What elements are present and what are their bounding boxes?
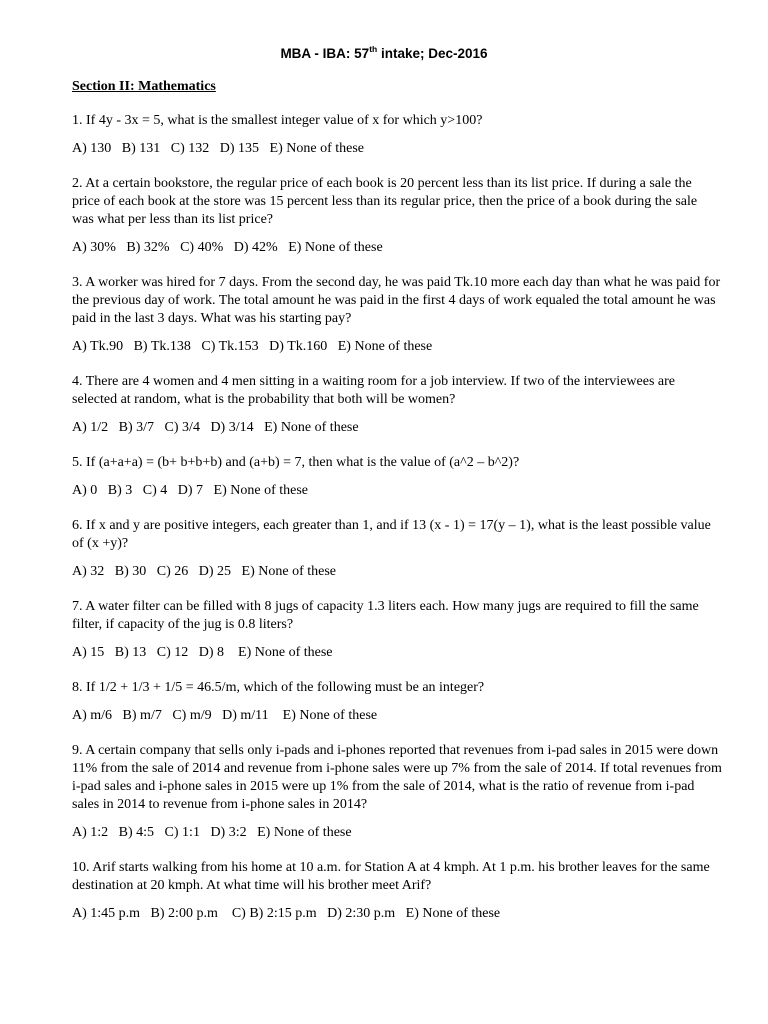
question-stem: 5. If (a+a+a) = (b+ b+b+b) and (a+b) = 7, then what is the value of (a^2 – b^2)?: [72, 455, 520, 470]
question-stem: 9. A certain company that sells only i-pads and i-phones reported that revenues from i-pad sales in 2015 were down 11% from the sale of 2014 and revenue from i-phone sales were up 7% from the sale of 2014. If total revenues from i-pad sales and i-phone sales in 2015 were up 1% from the sale of 2014, what is the ratio of revenue from i-pad sales in 2014 to revenue from i-phone sales in 2014?: [72, 743, 722, 812]
question-stem: 2. At a certain bookstore, the regular price of each book is 20 percent less than its list price. If during a sale the price of each book at the store was 15 percent less than its regular price, then the price of a book during the sale was what per less than its list price?: [72, 176, 698, 227]
answer-options: A) 32 B) 30 C) 26 D) 25 E) None of these: [72, 564, 337, 579]
document-title: [0, 46, 768, 62]
answer-options: A) m/6 B) m/7 C) m/9 D) m/11 E) None of these: [72, 708, 378, 723]
document-title-ordinal-suffix: th: [369, 44, 378, 54]
answer-options: A) 1:2 B) 4:5 C) 1:1 D) 3:2 E) None of these: [72, 825, 352, 840]
question-2: [72, 175, 722, 257]
question-9: [72, 742, 722, 842]
question-stem: 7. A water filter can be filled with 8 jugs of capacity 1.3 liters each. How many jugs are required to fill the same filter, if capacity of the jug is 0.8 liters?: [72, 599, 699, 632]
question-stem: 4. There are 4 women and 4 men sitting in a waiting room for a job interview. If two of the interviewees are selected at random, what is the probability that both will be women?: [72, 374, 675, 407]
question-list: [72, 112, 722, 940]
answer-options: A) Tk.90 B) Tk.138 C) Tk.153 D) Tk.160 E) None of these: [72, 339, 433, 354]
question-4: [72, 373, 722, 437]
question-8: [72, 679, 722, 725]
section-heading: Section II: Mathematics: [72, 79, 216, 94]
question-6: [72, 517, 722, 581]
question-3: [72, 274, 722, 356]
question-7: [72, 598, 722, 662]
question-stem: 3. A worker was hired for 7 days. From the second day, he was paid Tk.10 more each day than what he was paid for the previous day of work. The total amount he was paid in the first 4 days of work equaled the total amount he was paid in the last 3 days. What was his starting pay?: [72, 275, 721, 326]
question-5: [72, 454, 722, 500]
answer-options: A) 15 B) 13 C) 12 D) 8 E) None of these: [72, 645, 333, 660]
document-title-prefix: MBA - IBA: 57: [280, 46, 370, 61]
document-title-suffix: intake; Dec-2016: [377, 46, 488, 61]
question-stem: 6. If x and y are positive integers, each greater than 1, and if 13 (x - 1) = 17(y – 1), what is the least possible value of (x +y)?: [72, 518, 711, 551]
answer-options: A) 1:45 p.m B) 2:00 p.m C) B) 2:15 p.m D) 2:30 p.m E) None of these: [72, 906, 501, 921]
question-10: [72, 859, 722, 923]
question-stem: 1. If 4y - 3x = 5, what is the smallest integer value of x for which y>100?: [72, 113, 483, 128]
question-stem: 10. Arif starts walking from his home at 10 a.m. for Station A at 4 kmph. At 1 p.m. his brother leaves for the same destination at 20 kmph. At what time will his brother meet Arif?: [72, 860, 710, 893]
question-stem: 8. If 1/2 + 1/3 + 1/5 = 46.5/m, which of the following must be an integer?: [72, 680, 485, 695]
answer-options: A) 130 B) 131 C) 132 D) 135 E) None of these: [72, 141, 365, 156]
question-1: [72, 112, 722, 158]
answer-options: A) 0 B) 3 C) 4 D) 7 E) None of these: [72, 483, 309, 498]
answer-options: A) 1/2 B) 3/7 C) 3/4 D) 3/14 E) None of these: [72, 420, 359, 435]
answer-options: A) 30% B) 32% C) 40% D) 42% E) None of these: [72, 240, 383, 255]
